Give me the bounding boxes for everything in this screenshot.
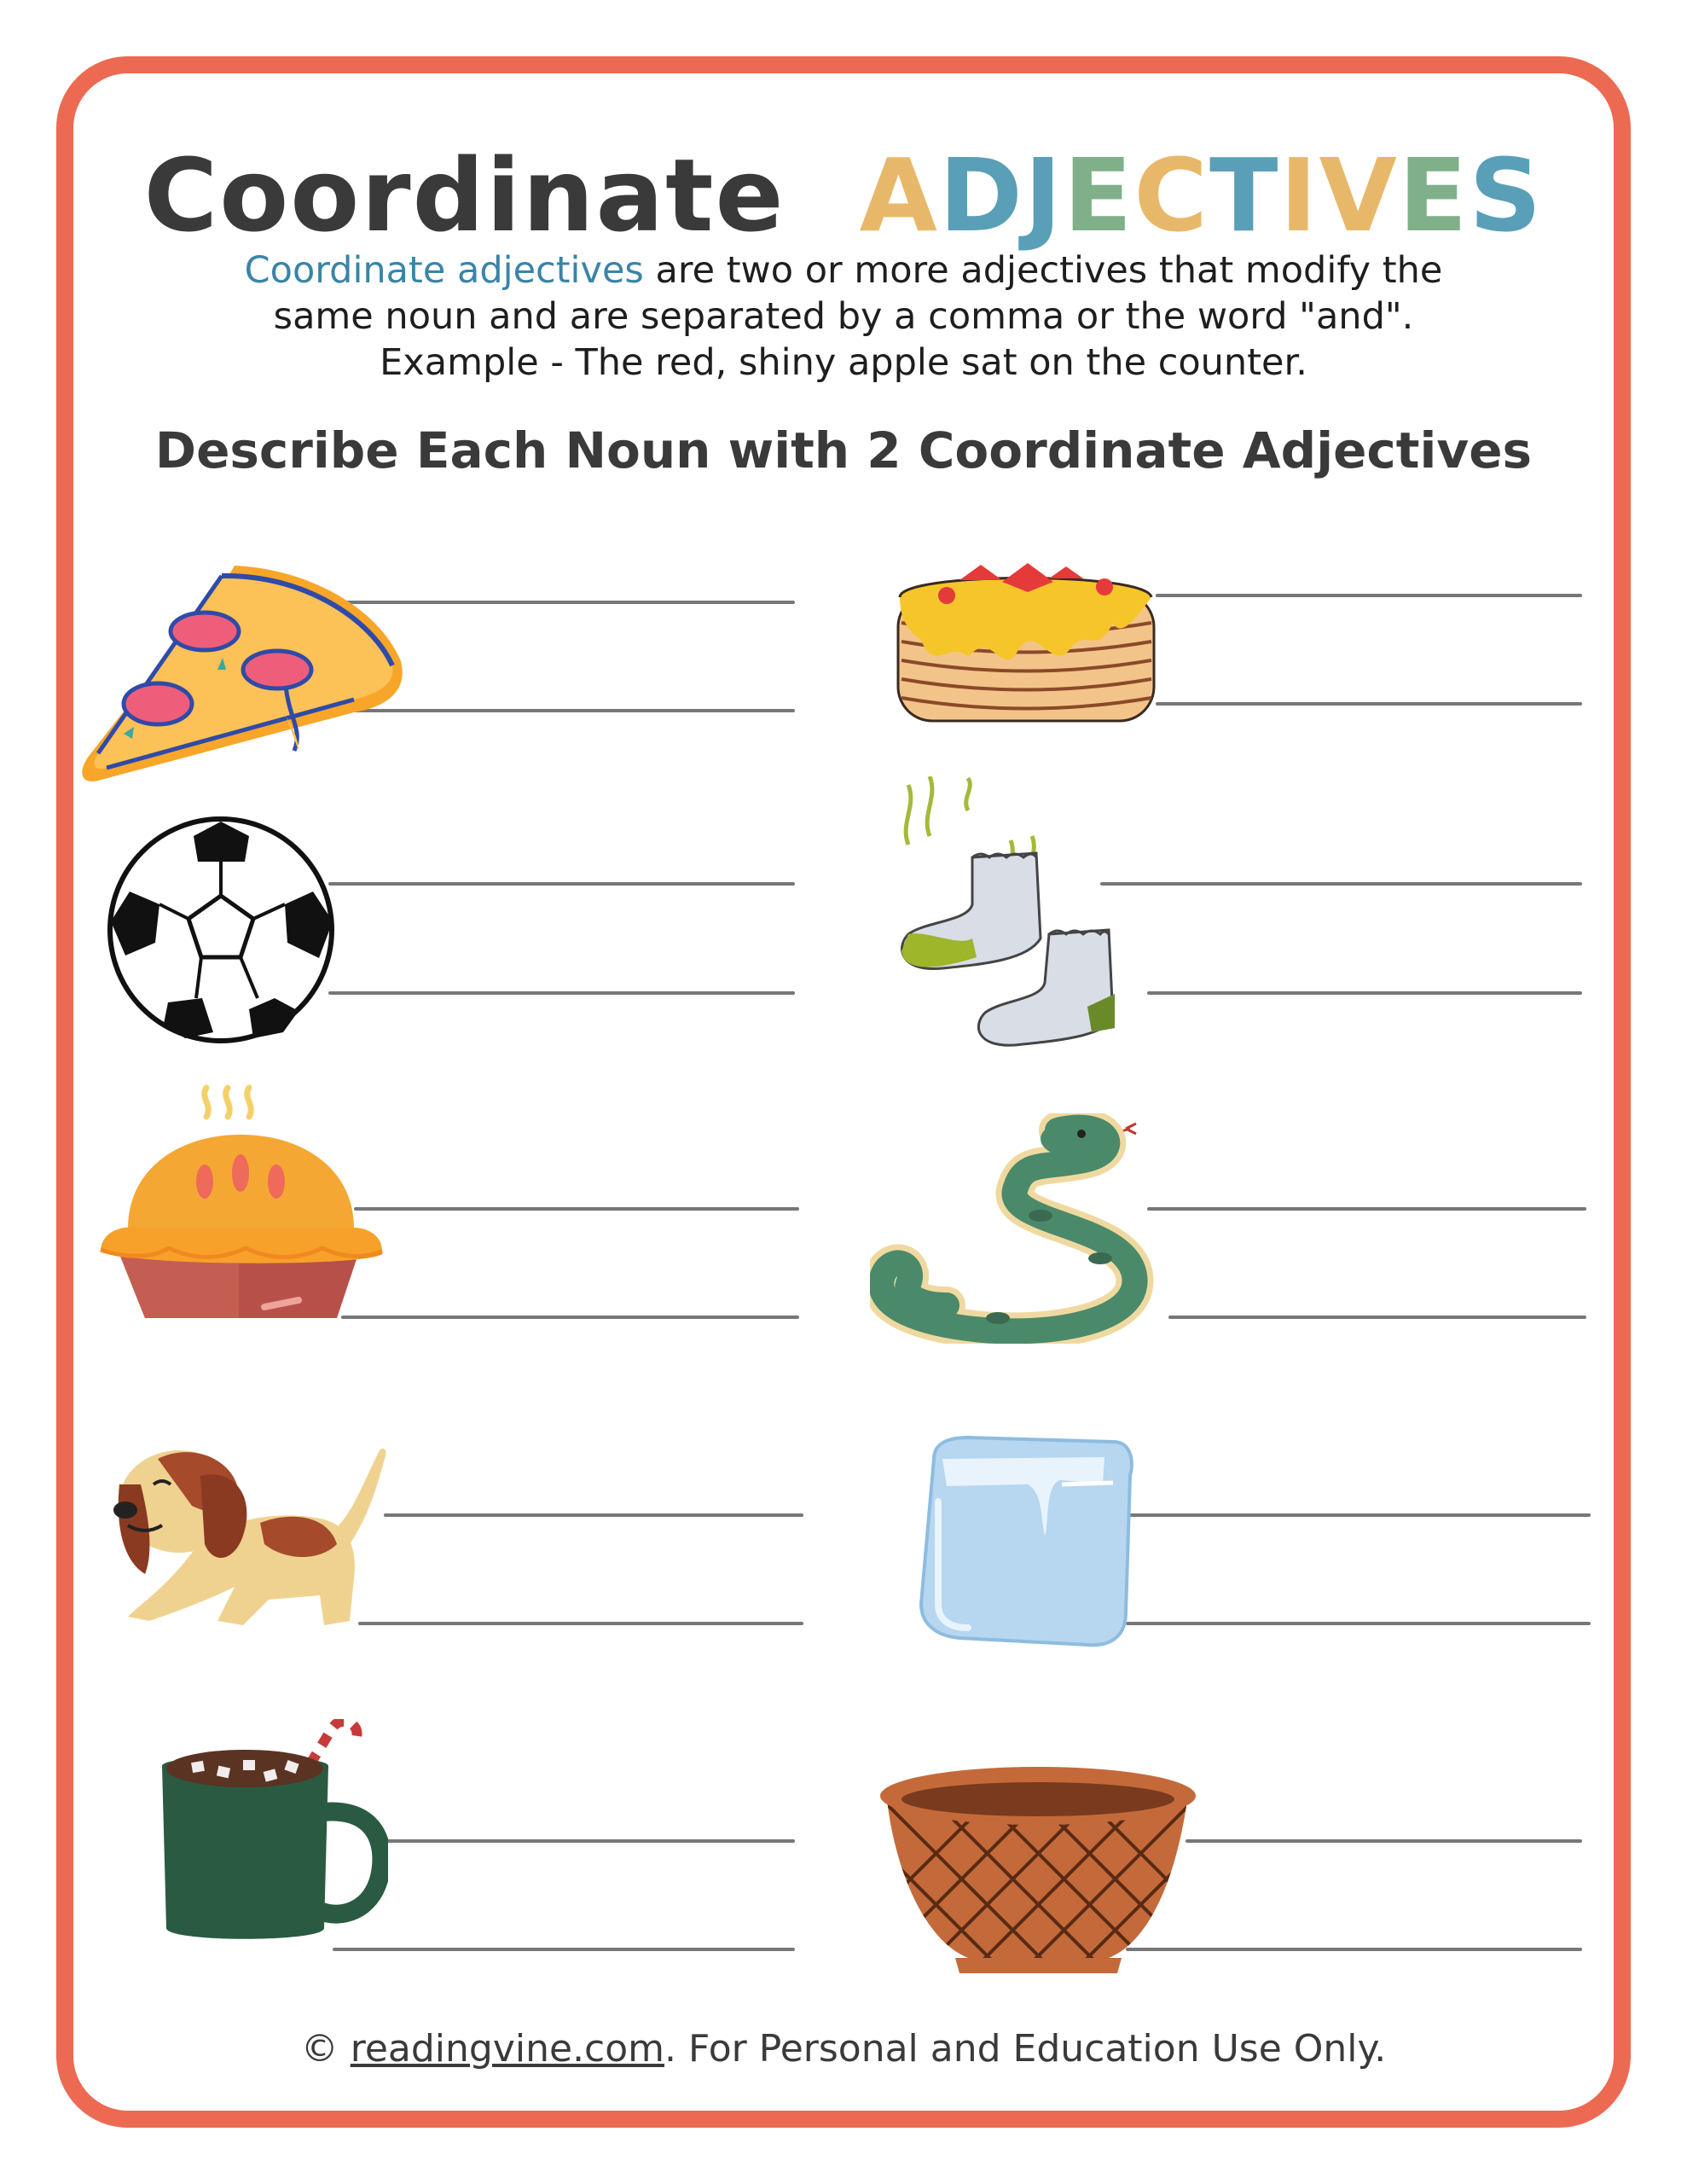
answer-line[interactable]: [1100, 882, 1582, 886]
answer-line[interactable]: [384, 1513, 803, 1517]
answer-line[interactable]: [1156, 594, 1582, 597]
definition-text: [196, 247, 1491, 340]
answer-line[interactable]: [328, 882, 795, 886]
example-sentence: Example - The red, shiny apple sat on the counter.: [380, 341, 1307, 384]
answer-line[interactable]: [1156, 702, 1582, 706]
pie-illustration: [94, 1083, 388, 1322]
title-letter: E: [1398, 136, 1470, 254]
footer: [0, 2027, 1687, 2071]
soccer-ball-illustration: [104, 815, 339, 1045]
hot-cocoa-mug-illustration: [158, 1719, 388, 1945]
answer-line[interactable]: [1168, 1316, 1586, 1319]
answer-line[interactable]: [1126, 1622, 1591, 1625]
title-letter: V: [1319, 136, 1399, 254]
title-letter: T: [1209, 136, 1280, 254]
smelly-socks-illustration: [891, 776, 1160, 1049]
usage-notice: . For Personal and Education Use Only.: [664, 2027, 1387, 2071]
title-letter: S: [1469, 136, 1544, 254]
pizza-illustration: [72, 559, 414, 802]
snake-illustration: [870, 1113, 1164, 1344]
site-link[interactable]: readingvine.com: [350, 2027, 665, 2071]
title-letter: D: [938, 136, 1024, 254]
answer-line[interactable]: [358, 1622, 803, 1625]
answer-line[interactable]: [1147, 1207, 1586, 1211]
definition-block: [196, 247, 1491, 386]
answer-line[interactable]: [1186, 1839, 1582, 1843]
instructions-heading: Describe Each Noun with 2 Coordinate Adjectives: [154, 421, 1533, 479]
answer-line[interactable]: [328, 991, 795, 995]
ice-cube-illustration: [908, 1433, 1139, 1655]
answer-line[interactable]: [1147, 991, 1582, 995]
answer-line[interactable]: [380, 1839, 795, 1843]
title-letter: C: [1133, 136, 1210, 254]
title-letter: I: [1279, 136, 1319, 254]
basket-illustration: [878, 1762, 1198, 1975]
worksheet-title: [0, 136, 1687, 254]
answer-line[interactable]: [1126, 1513, 1591, 1517]
title-word-coordinate: Coordinate: [143, 136, 786, 254]
puppy-illustration: [107, 1416, 397, 1647]
definition-rest: are two or more adjectives that modify the same noun and are separated by a comma or the word "and".: [273, 249, 1443, 338]
copyright-symbol: ©: [300, 2027, 351, 2071]
answer-line[interactable]: [341, 1316, 799, 1319]
answer-line[interactable]: [333, 1948, 795, 1951]
answer-line[interactable]: [354, 1207, 799, 1211]
definition-term: Coordinate adjectives: [244, 249, 644, 292]
pancakes-illustration: [883, 546, 1164, 729]
title-word-adjectives: [823, 136, 1544, 254]
title-letter: E: [1063, 136, 1134, 254]
title-letter: A: [859, 136, 939, 254]
title-letter: J: [1023, 136, 1064, 254]
